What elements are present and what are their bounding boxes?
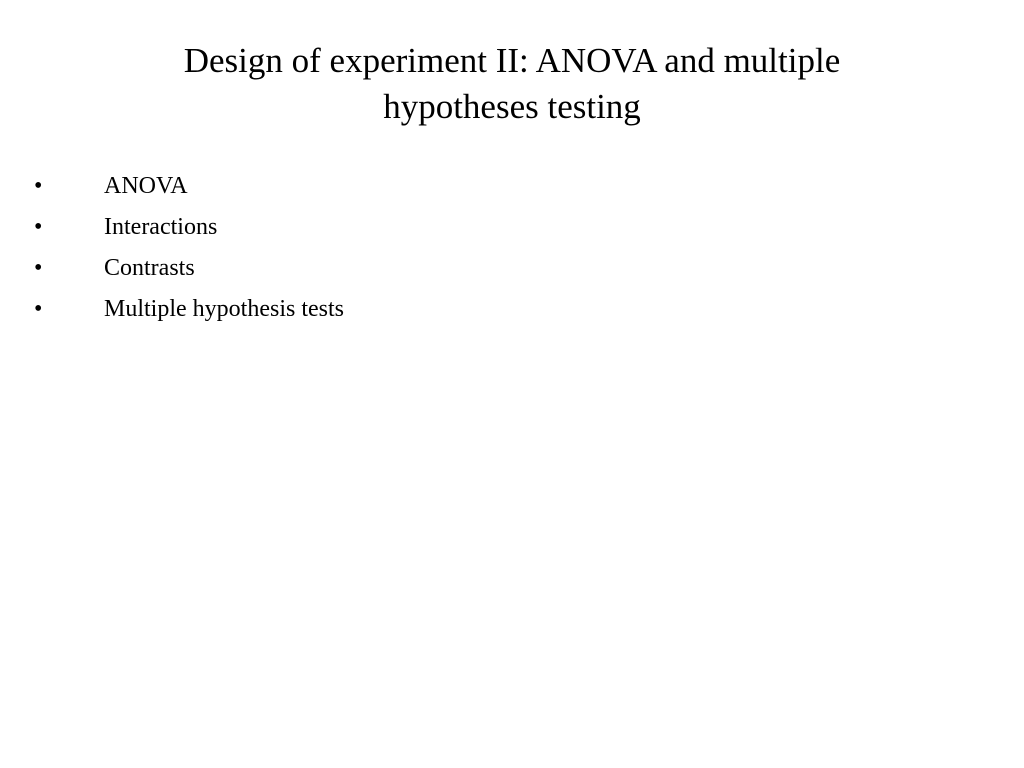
bullet-marker: • (34, 173, 43, 199)
slide-title-line-1: Design of experiment II: ANOVA and multiple (183, 41, 841, 80)
bullet-marker: • (34, 214, 43, 240)
slide-title (0, 38, 1024, 130)
bullet-marker: • (34, 255, 43, 281)
bullet-text: Multiple hypothesis tests (104, 296, 344, 322)
bullet-text: ANOVA (104, 173, 188, 199)
slide-title-line-2: hypotheses testing (383, 87, 641, 126)
bullet-text: Interactions (104, 214, 218, 240)
bullet-marker: • (34, 296, 43, 322)
bullet-text: Contrasts (104, 255, 195, 281)
